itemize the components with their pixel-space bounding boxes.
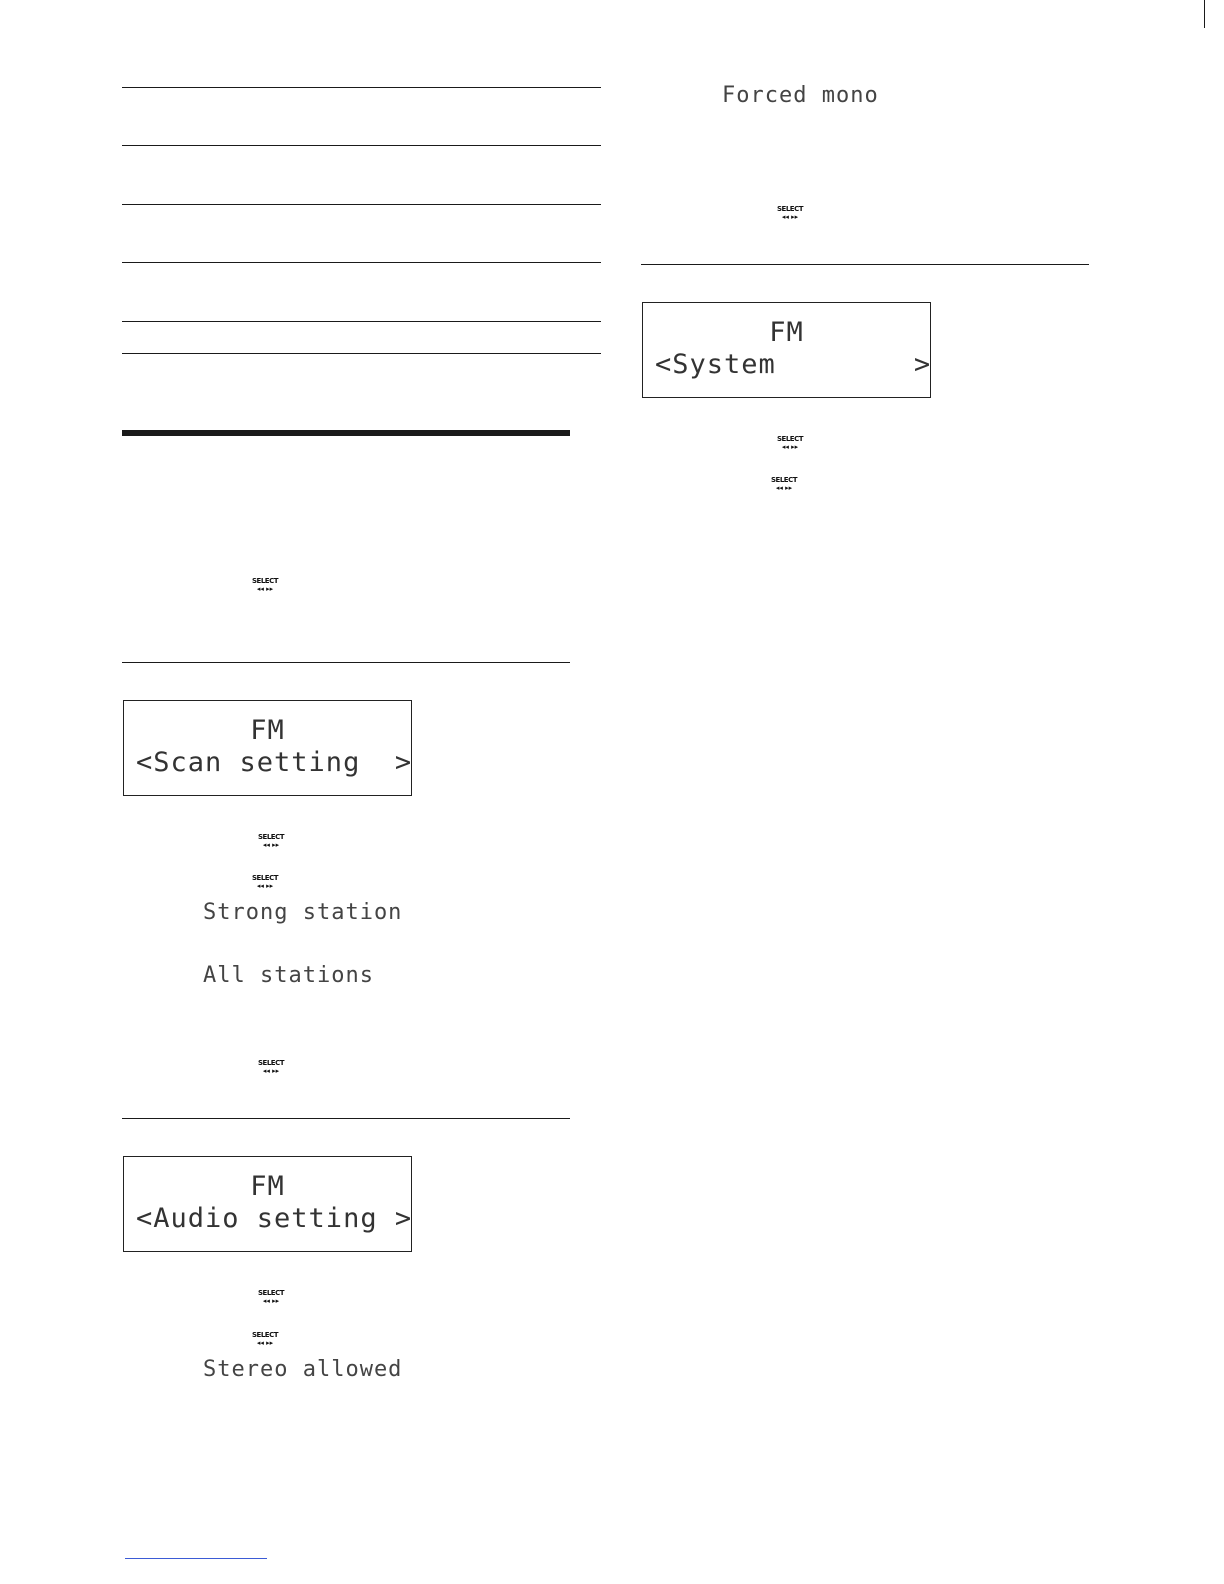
lcd-display-scan-setting xyxy=(123,700,412,796)
select-button-icon: SELECT ◂◂ ▸▸ xyxy=(777,435,803,451)
page-edge-line xyxy=(1204,0,1205,28)
lcd-line-menu: <Audio setting > xyxy=(136,1203,413,1234)
lcd-display-system xyxy=(642,302,931,398)
select-button-icon: SELECT ◂◂ ▸▸ xyxy=(258,1059,284,1075)
table-rule xyxy=(122,353,601,354)
lcd-line-band: FM xyxy=(250,1171,285,1202)
select-button-icon: SELECT ◂◂ ▸▸ xyxy=(252,1331,278,1347)
lcd-line-band: FM xyxy=(250,715,285,746)
table-rule xyxy=(122,262,601,263)
select-button-icon: SELECT ◂◂ ▸▸ xyxy=(777,205,803,221)
lcd-option-stereo-allowed: Stereo allowed xyxy=(203,1357,403,1382)
section-heading-bar xyxy=(122,430,570,436)
lcd-line-menu: <Scan setting > xyxy=(136,747,413,778)
lcd-option-forced-mono: Forced mono xyxy=(722,83,879,108)
table-rule xyxy=(122,204,601,205)
select-button-icon: SELECT ◂◂ ▸▸ xyxy=(252,874,278,890)
lcd-option-strong-station: Strong station xyxy=(203,900,403,925)
select-button-icon: SELECT ◂◂ ▸▸ xyxy=(258,1289,284,1305)
footnote-rule xyxy=(125,1558,267,1559)
select-button-icon: SELECT ◂◂ ▸▸ xyxy=(252,577,278,593)
subsection-rule xyxy=(122,1118,570,1119)
table-rule xyxy=(122,145,601,146)
table-rule xyxy=(122,321,601,322)
lcd-option-all-stations: All stations xyxy=(203,963,374,988)
lcd-line-menu: <System > xyxy=(655,349,932,380)
subsection-rule xyxy=(641,264,1089,265)
select-button-icon: SELECT ◂◂ ▸▸ xyxy=(258,833,284,849)
lcd-line-band: FM xyxy=(769,317,804,348)
table-rule xyxy=(122,87,601,88)
subsection-rule xyxy=(122,662,570,663)
lcd-display-audio-setting xyxy=(123,1156,412,1252)
select-button-icon: SELECT ◂◂ ▸▸ xyxy=(771,476,797,492)
